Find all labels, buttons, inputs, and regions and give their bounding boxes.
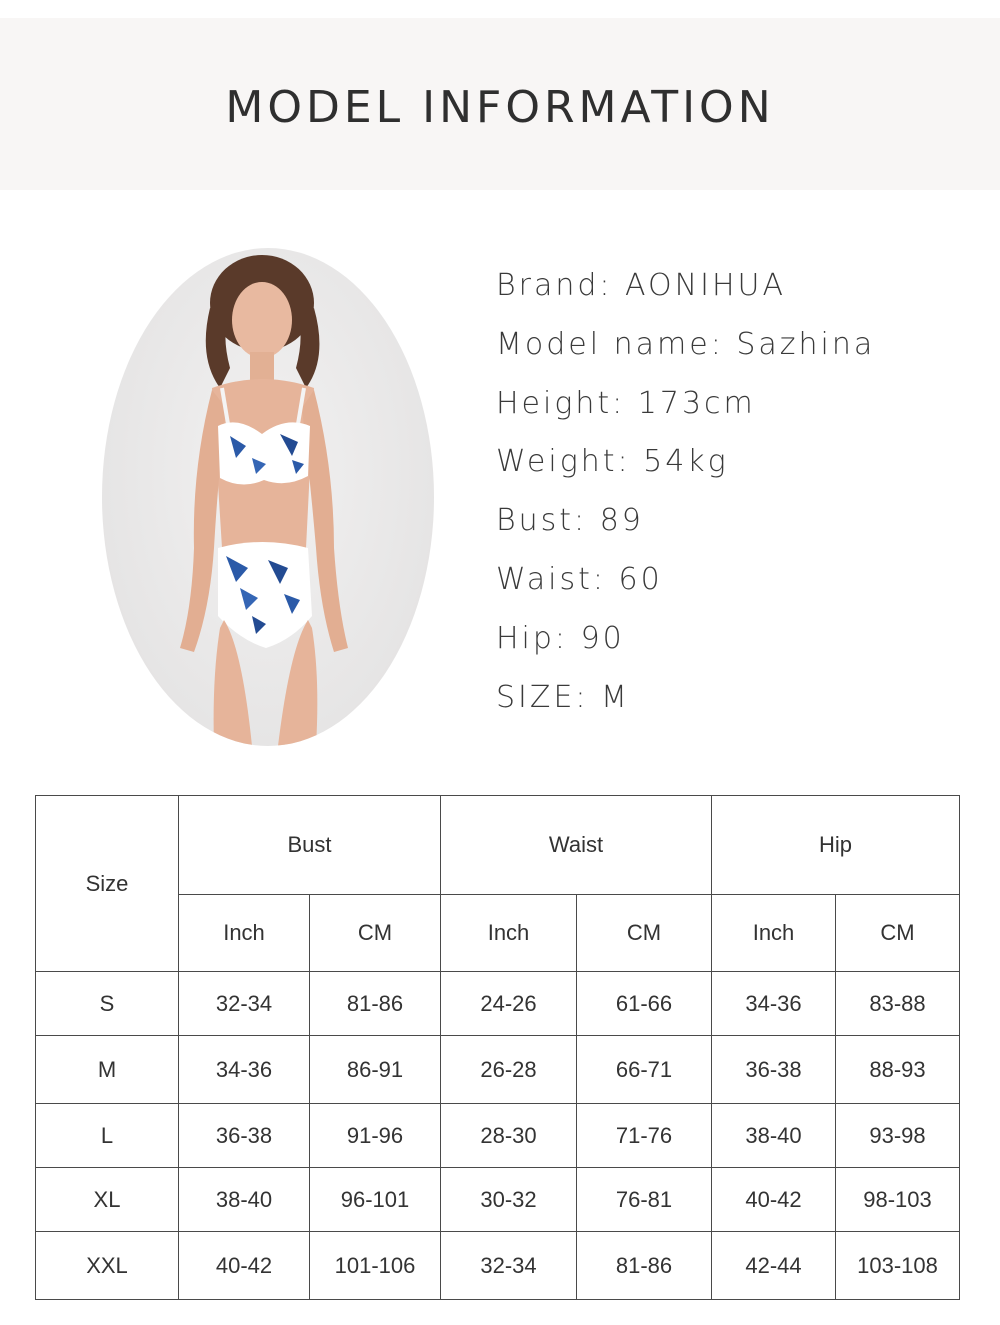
table-cell: 32-34	[441, 1232, 577, 1300]
table-cell: 36-38	[179, 1104, 310, 1168]
model-photo	[102, 248, 434, 746]
table-cell: 96-101	[310, 1168, 441, 1232]
table-cell: 88-93	[836, 1036, 960, 1104]
info-model-name: Model name: Sazhina	[496, 326, 876, 362]
table-cell: 91-96	[310, 1104, 441, 1168]
table-cell: 24-26	[441, 972, 577, 1036]
table-cell: 93-98	[836, 1104, 960, 1168]
table-cell: 28-30	[441, 1104, 577, 1168]
table-cell: 86-91	[310, 1036, 441, 1104]
table-cell: 42-44	[712, 1232, 836, 1300]
table-cell: 40-42	[179, 1232, 310, 1300]
table-row	[36, 972, 960, 1036]
table-cell: 32-34	[179, 972, 310, 1036]
size-cell: S	[36, 972, 179, 1036]
table-row	[36, 1168, 960, 1232]
hip-header: Hip	[712, 796, 960, 895]
unit-header: Inch	[441, 895, 577, 972]
size-cell: M	[36, 1036, 179, 1104]
unit-header: Inch	[179, 895, 310, 972]
info-waist: Waist: 60	[496, 561, 663, 597]
size-header: Size	[36, 796, 179, 972]
size-cell: L	[36, 1104, 179, 1168]
waist-header: Waist	[441, 796, 712, 895]
page-title: MODEL INFORMATION	[225, 82, 775, 133]
info-hip: Hip: 90	[496, 620, 625, 656]
unit-header: Inch	[712, 895, 836, 972]
table-cell: 40-42	[712, 1168, 836, 1232]
table-cell: 83-88	[836, 972, 960, 1036]
bust-header: Bust	[179, 796, 441, 895]
table-row	[36, 1104, 960, 1168]
table-cell: 34-36	[712, 972, 836, 1036]
info-height: Height: 173cm	[496, 385, 756, 421]
table-row	[36, 1036, 960, 1104]
table-cell: 30-32	[441, 1168, 577, 1232]
table-cell: 98-103	[836, 1168, 960, 1232]
info-bust: Bust: 89	[496, 503, 644, 539]
info-size: SIZE: M	[496, 679, 630, 715]
table-cell: 103-108	[836, 1232, 960, 1300]
size-cell: XXL	[36, 1232, 179, 1300]
table-cell: 26-28	[441, 1036, 577, 1104]
table-cell: 66-71	[577, 1036, 712, 1104]
table-cell: 76-81	[577, 1168, 712, 1232]
table-cell: 61-66	[577, 972, 712, 1036]
table-row	[36, 1232, 960, 1300]
info-brand: Brand: AONIHUA	[496, 268, 786, 303]
table-cell: 71-76	[577, 1104, 712, 1168]
table-cell: 81-86	[577, 1232, 712, 1300]
unit-header: CM	[577, 895, 712, 972]
table-cell: 81-86	[310, 972, 441, 1036]
table-cell: 36-38	[712, 1036, 836, 1104]
size-cell: XL	[36, 1168, 179, 1232]
table-cell: 38-40	[712, 1104, 836, 1168]
unit-header: CM	[836, 895, 960, 972]
size-chart-table	[35, 795, 960, 1300]
table-cell: 38-40	[179, 1168, 310, 1232]
unit-header: CM	[310, 895, 441, 972]
info-weight: Weight: 54kg	[496, 444, 729, 480]
table-cell: 101-106	[310, 1232, 441, 1300]
model-info-list	[496, 262, 976, 732]
table-cell: 34-36	[179, 1036, 310, 1104]
